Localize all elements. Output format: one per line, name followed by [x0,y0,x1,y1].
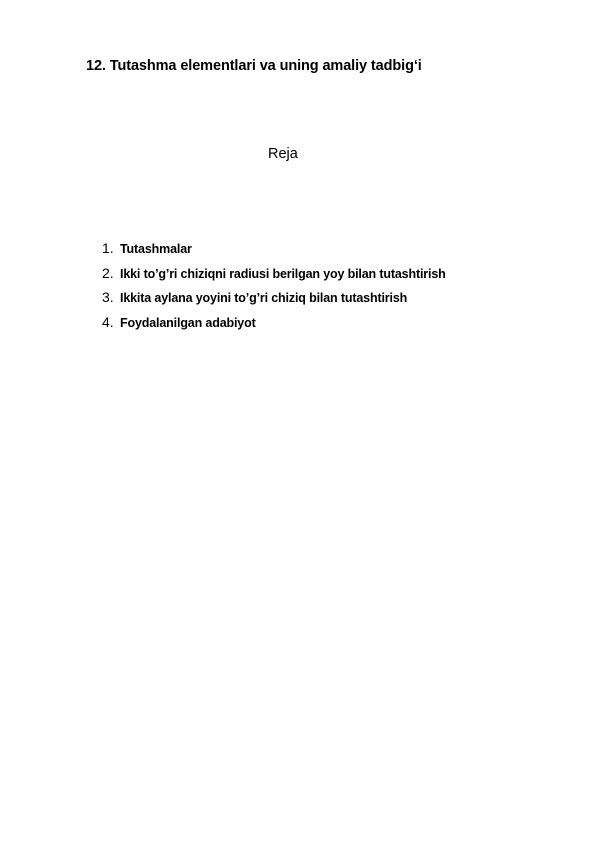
plan-item-text: Ikki to’g’ri chiziqni radiusi berilgan yoy bilan tutashtirish [120,266,446,281]
plan-item-text: Tutashmalar [120,242,192,256]
plan-item-1 [102,240,446,265]
plan-item-number: 2. [102,264,114,281]
plan-item-4 [102,314,446,339]
plan-item-text: Foydalanilgan adabiyot [120,315,256,330]
plan-item-text: Ikkita aylana yoyini to’g’ri chiziq bilan tutashtirish [120,291,408,305]
plan-heading: Reja [268,146,298,162]
plan-list [102,240,446,338]
plan-item-number: 4. [102,313,114,330]
plan-item-3 [102,289,446,314]
plan-item-2 [102,265,446,290]
plan-item-number: 1. [102,240,114,256]
document-title: 12. Tutashma elementlari va uning amaliy tadbig‘i [86,58,422,74]
plan-item-number: 3. [102,289,114,305]
